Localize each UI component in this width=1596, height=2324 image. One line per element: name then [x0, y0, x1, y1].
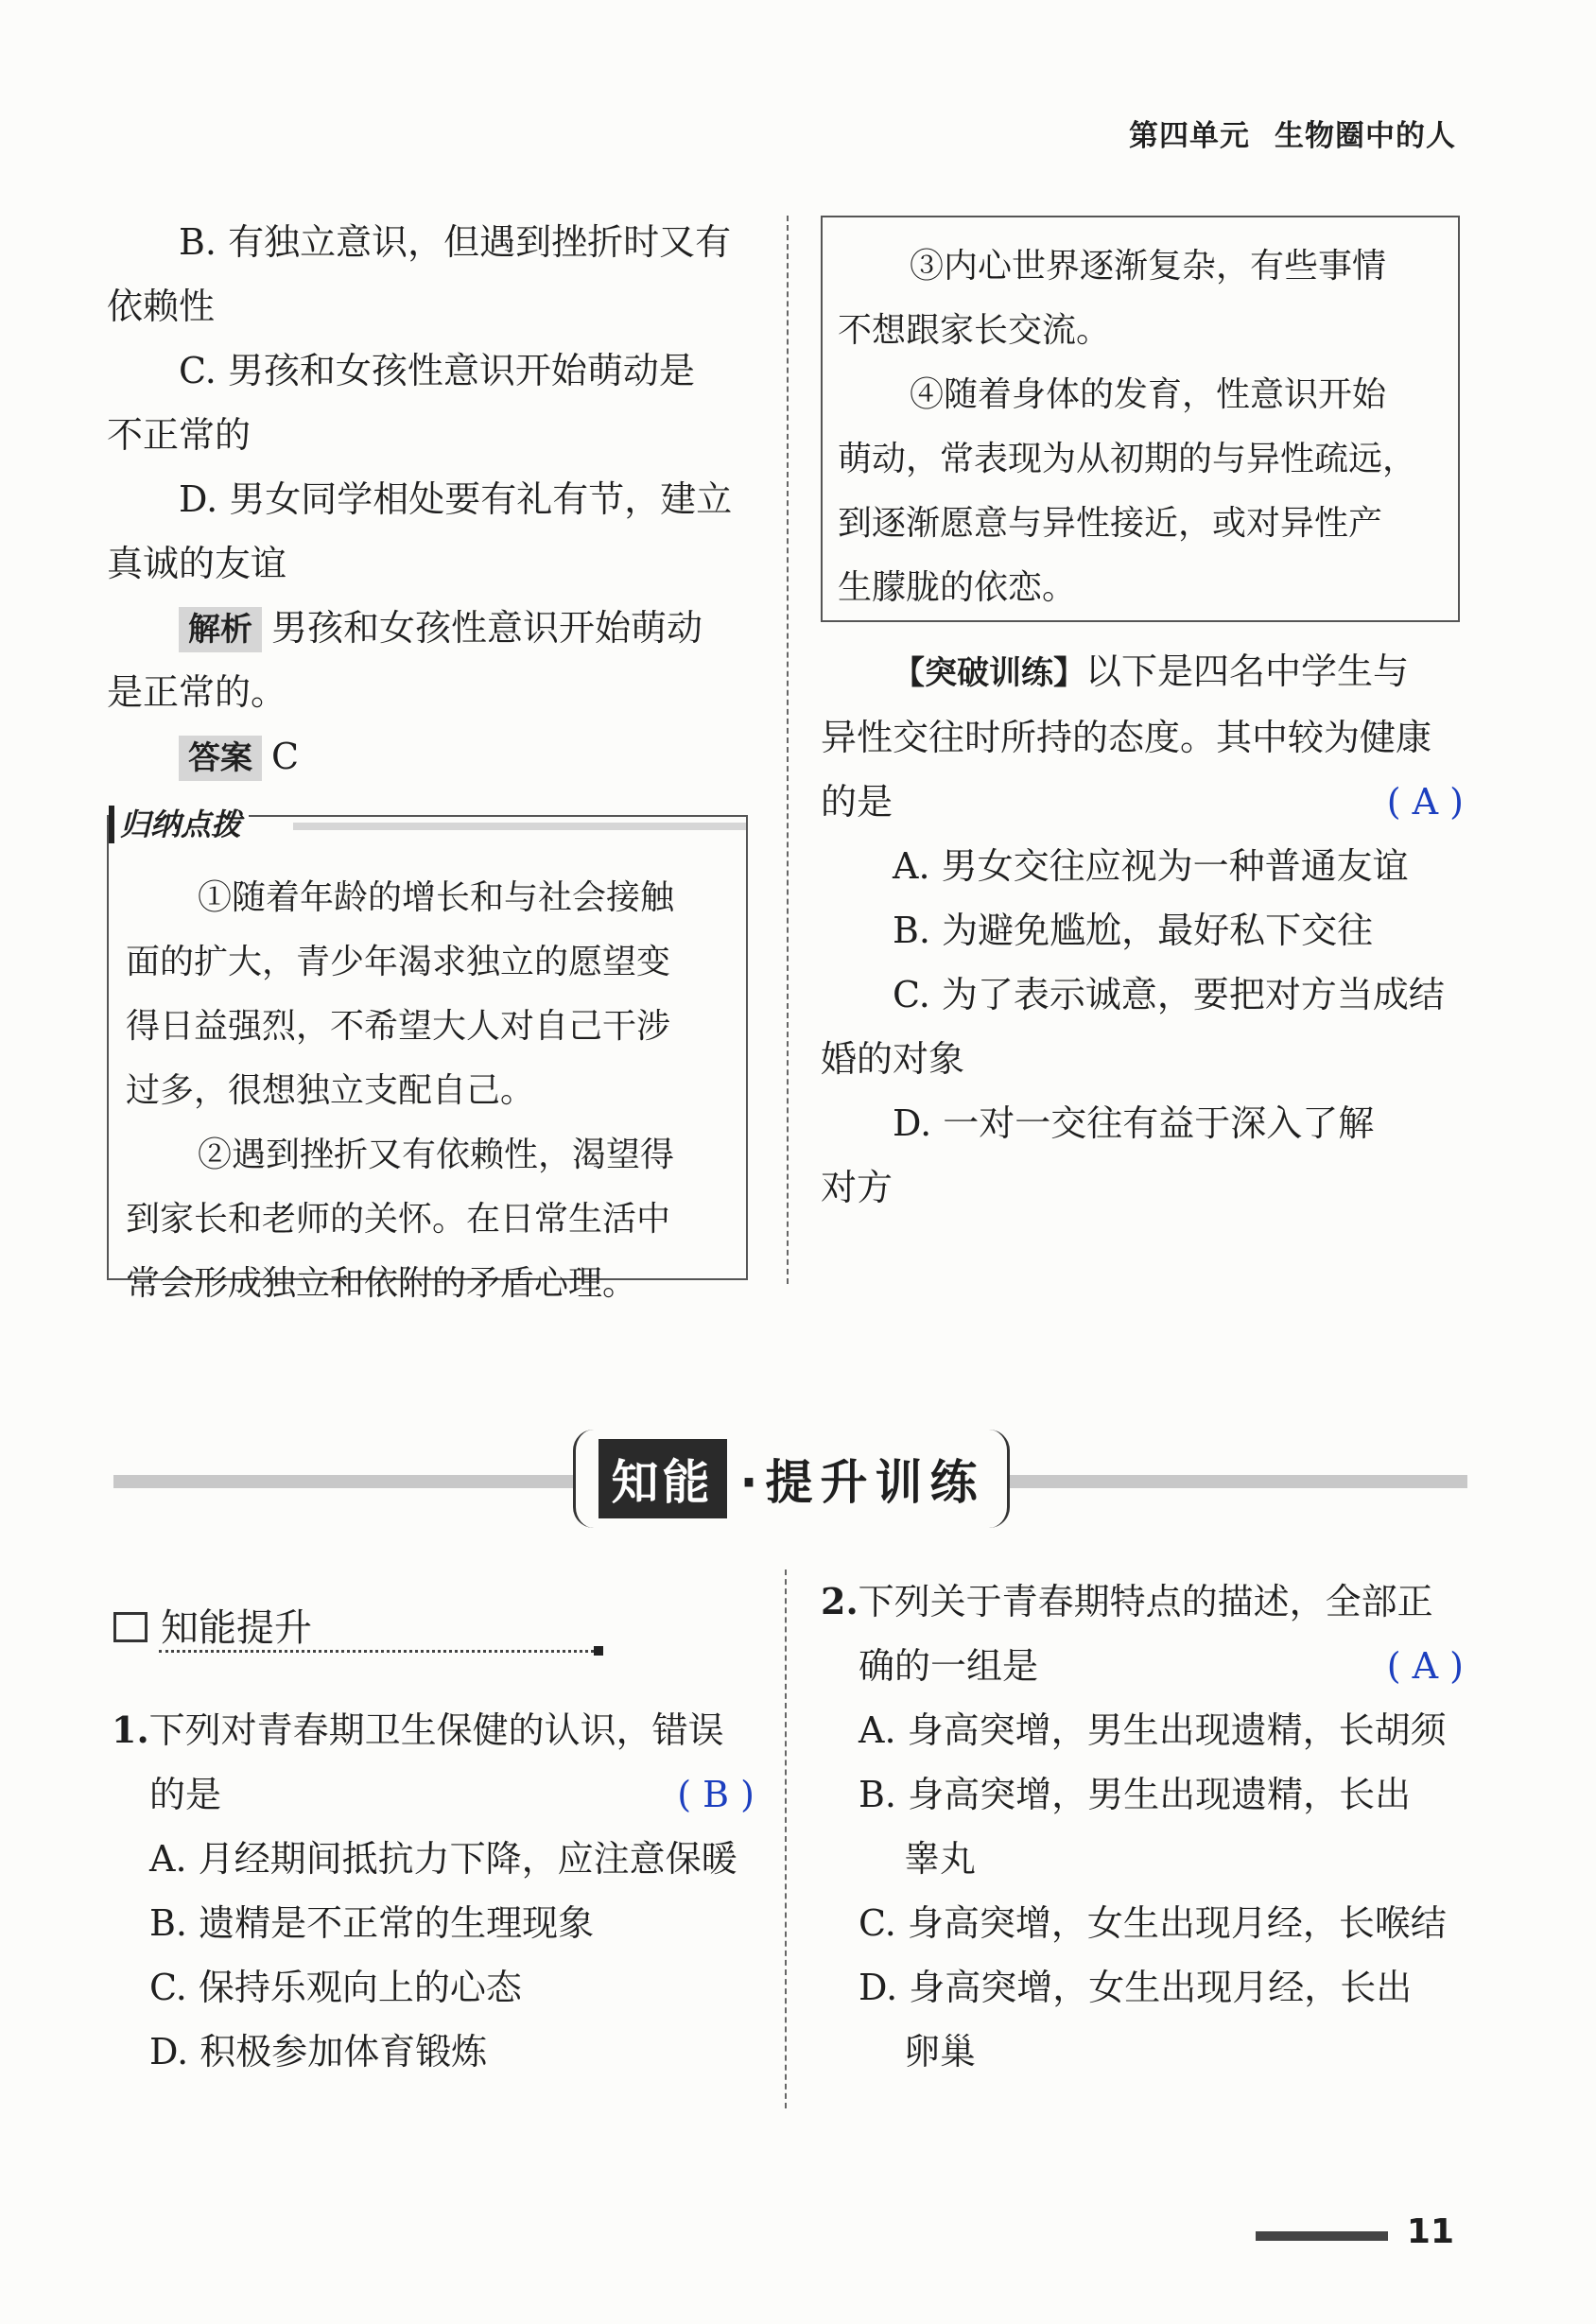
- question-line: [821, 1634, 1464, 1698]
- analysis-tag: 解析: [179, 607, 262, 652]
- question-text: 的是: [149, 1774, 222, 1815]
- option-line: C. 保持乐观向上的心态: [149, 1967, 522, 2008]
- note-line: 得日益强烈，不希望大人对自己干涉: [126, 1007, 671, 1046]
- option-line: C. 为了表示诚意，要把对方当成结: [893, 974, 1445, 1015]
- option-b-line2: 依赖性: [107, 286, 216, 327]
- summary-continued-box: [821, 216, 1460, 622]
- option-line: D. 身高突增，女生出现月经，长出: [859, 1967, 1413, 2008]
- note-line: 常会形成独立和依附的矛盾心理。: [126, 1264, 637, 1303]
- option-line: B. 为避免尴尬，最好私下交往: [893, 910, 1374, 951]
- answer-tag: 答案: [179, 736, 262, 781]
- section-dotted-rule: [159, 1650, 594, 1653]
- question-number: 2.: [821, 1580, 859, 1622]
- note-line: 面的扩大，青少年渴求独立的愿望变: [126, 943, 671, 981]
- analysis-text: 男孩和女孩性意识开始萌动: [271, 607, 703, 649]
- question-line: [112, 1698, 755, 1762]
- column-divider-bottom: [785, 1570, 787, 2108]
- question-line: [821, 1570, 1464, 1634]
- note-line: 到家长和老师的关怀。在日常生活中: [126, 1200, 671, 1239]
- answer-bracket: ( A ): [1386, 1645, 1464, 1687]
- note-text: [126, 866, 731, 1316]
- note-line: 到逐渐愿意与异性接近，或对异性产: [838, 504, 1383, 543]
- question-number: 1.: [112, 1708, 149, 1751]
- analysis-line2: 是正常的。: [107, 671, 287, 713]
- option-line: D. 积极参加体育锻炼: [149, 2031, 488, 2073]
- analysis-line: [107, 596, 750, 660]
- section-box-icon: [113, 1612, 147, 1642]
- option-d-line2: 真诚的友谊: [107, 543, 287, 584]
- option-line: A. 男女交往应视为一种普通友谊: [893, 845, 1409, 887]
- option-line: 睾丸: [904, 1838, 977, 1880]
- note-line: ①随着年龄的增长和与社会接触: [198, 878, 675, 917]
- question-line: [821, 639, 1464, 705]
- note-line: ④随着身体的发育，性意识开始: [910, 375, 1387, 414]
- question-text: 下列对青春期卫生保健的认识，错误: [148, 1709, 724, 1751]
- question-line: [821, 770, 1464, 834]
- option-c-line1: C. 男孩和女孩性意识开始萌动是: [179, 350, 695, 391]
- option-line: 婚的对象: [821, 1038, 965, 1080]
- summary-continued-text: [838, 234, 1443, 620]
- option-line: C. 身高突增，女生出现月经，长喉结: [859, 1902, 1447, 1944]
- unit-label: 第四单元: [1129, 119, 1250, 153]
- page-header: [1129, 112, 1456, 154]
- note-title-rule: [293, 823, 746, 830]
- footer-rule: [1256, 2231, 1388, 2241]
- option-c-line2: 不正常的: [107, 414, 252, 456]
- section-title: [113, 1598, 312, 1652]
- note-line: 不想跟家长交流。: [838, 311, 1111, 350]
- banner-title: ·提升训练: [739, 1455, 985, 1510]
- option-line: A. 月经期间抵抗力下降，应注意保暖: [149, 1838, 737, 1880]
- option-d-line1: D. 男女同学相处要有礼有节，建立: [179, 478, 733, 520]
- answer-bracket: ( A ): [1386, 781, 1464, 823]
- answer-bracket: ( B ): [677, 1774, 755, 1815]
- left-column-options: [107, 210, 750, 789]
- note-line: ③内心世界逐渐复杂，有些事情: [910, 247, 1387, 286]
- note-line: ②遇到挫折又有依赖性，渴望得: [198, 1136, 675, 1174]
- note-title: 归纳点拨: [109, 806, 249, 843]
- breakthrough-question: [821, 639, 1464, 1220]
- note-line: 萌动，常表现为从初期的与异性疏远，: [838, 440, 1417, 478]
- question-1: [112, 1698, 755, 2084]
- question-2: [821, 1570, 1464, 2084]
- banner-dark-label: 知能: [598, 1439, 727, 1518]
- option-line: B. 遗精是不正常的生理现象: [149, 1902, 595, 1944]
- question-text: 确的一组是: [859, 1645, 1039, 1687]
- question-text: 以下是四名中学生与: [1085, 650, 1410, 692]
- option-line: 对方: [821, 1167, 893, 1208]
- section-title-text: 知能提升: [161, 1606, 312, 1650]
- column-divider-top: [787, 216, 789, 1284]
- question-line: [112, 1762, 755, 1827]
- note-line: 生朦胧的依恋。: [838, 568, 1077, 607]
- question-line: 异性交往时所持的态度。其中较为健康: [821, 717, 1432, 758]
- option-b-line1: B. 有独立意识，但遇到挫折时又有: [179, 221, 732, 263]
- note-line: 过多，很想独立支配自己。: [126, 1071, 535, 1110]
- question-text: 下列关于青春期特点的描述，全部正: [858, 1581, 1433, 1622]
- answer-value: C: [271, 736, 300, 777]
- page-number: 11: [1406, 2212, 1454, 2251]
- option-line: 卵巢: [904, 2031, 977, 2073]
- breakthrough-tag: 【突破训练】: [893, 654, 1085, 692]
- option-line: A. 身高突增，男生出现遗精，长胡须: [859, 1709, 1447, 1751]
- answer-line: [107, 724, 750, 789]
- question-text: 的是: [821, 781, 893, 823]
- section-banner: [573, 1430, 1010, 1528]
- summary-note-box: [107, 806, 748, 1303]
- option-line: B. 身高突增，男生出现遗精，长出: [859, 1774, 1412, 1815]
- option-line: D. 一对一交往有益于深入了解: [893, 1102, 1375, 1144]
- unit-title: 生物圈中的人: [1275, 119, 1456, 153]
